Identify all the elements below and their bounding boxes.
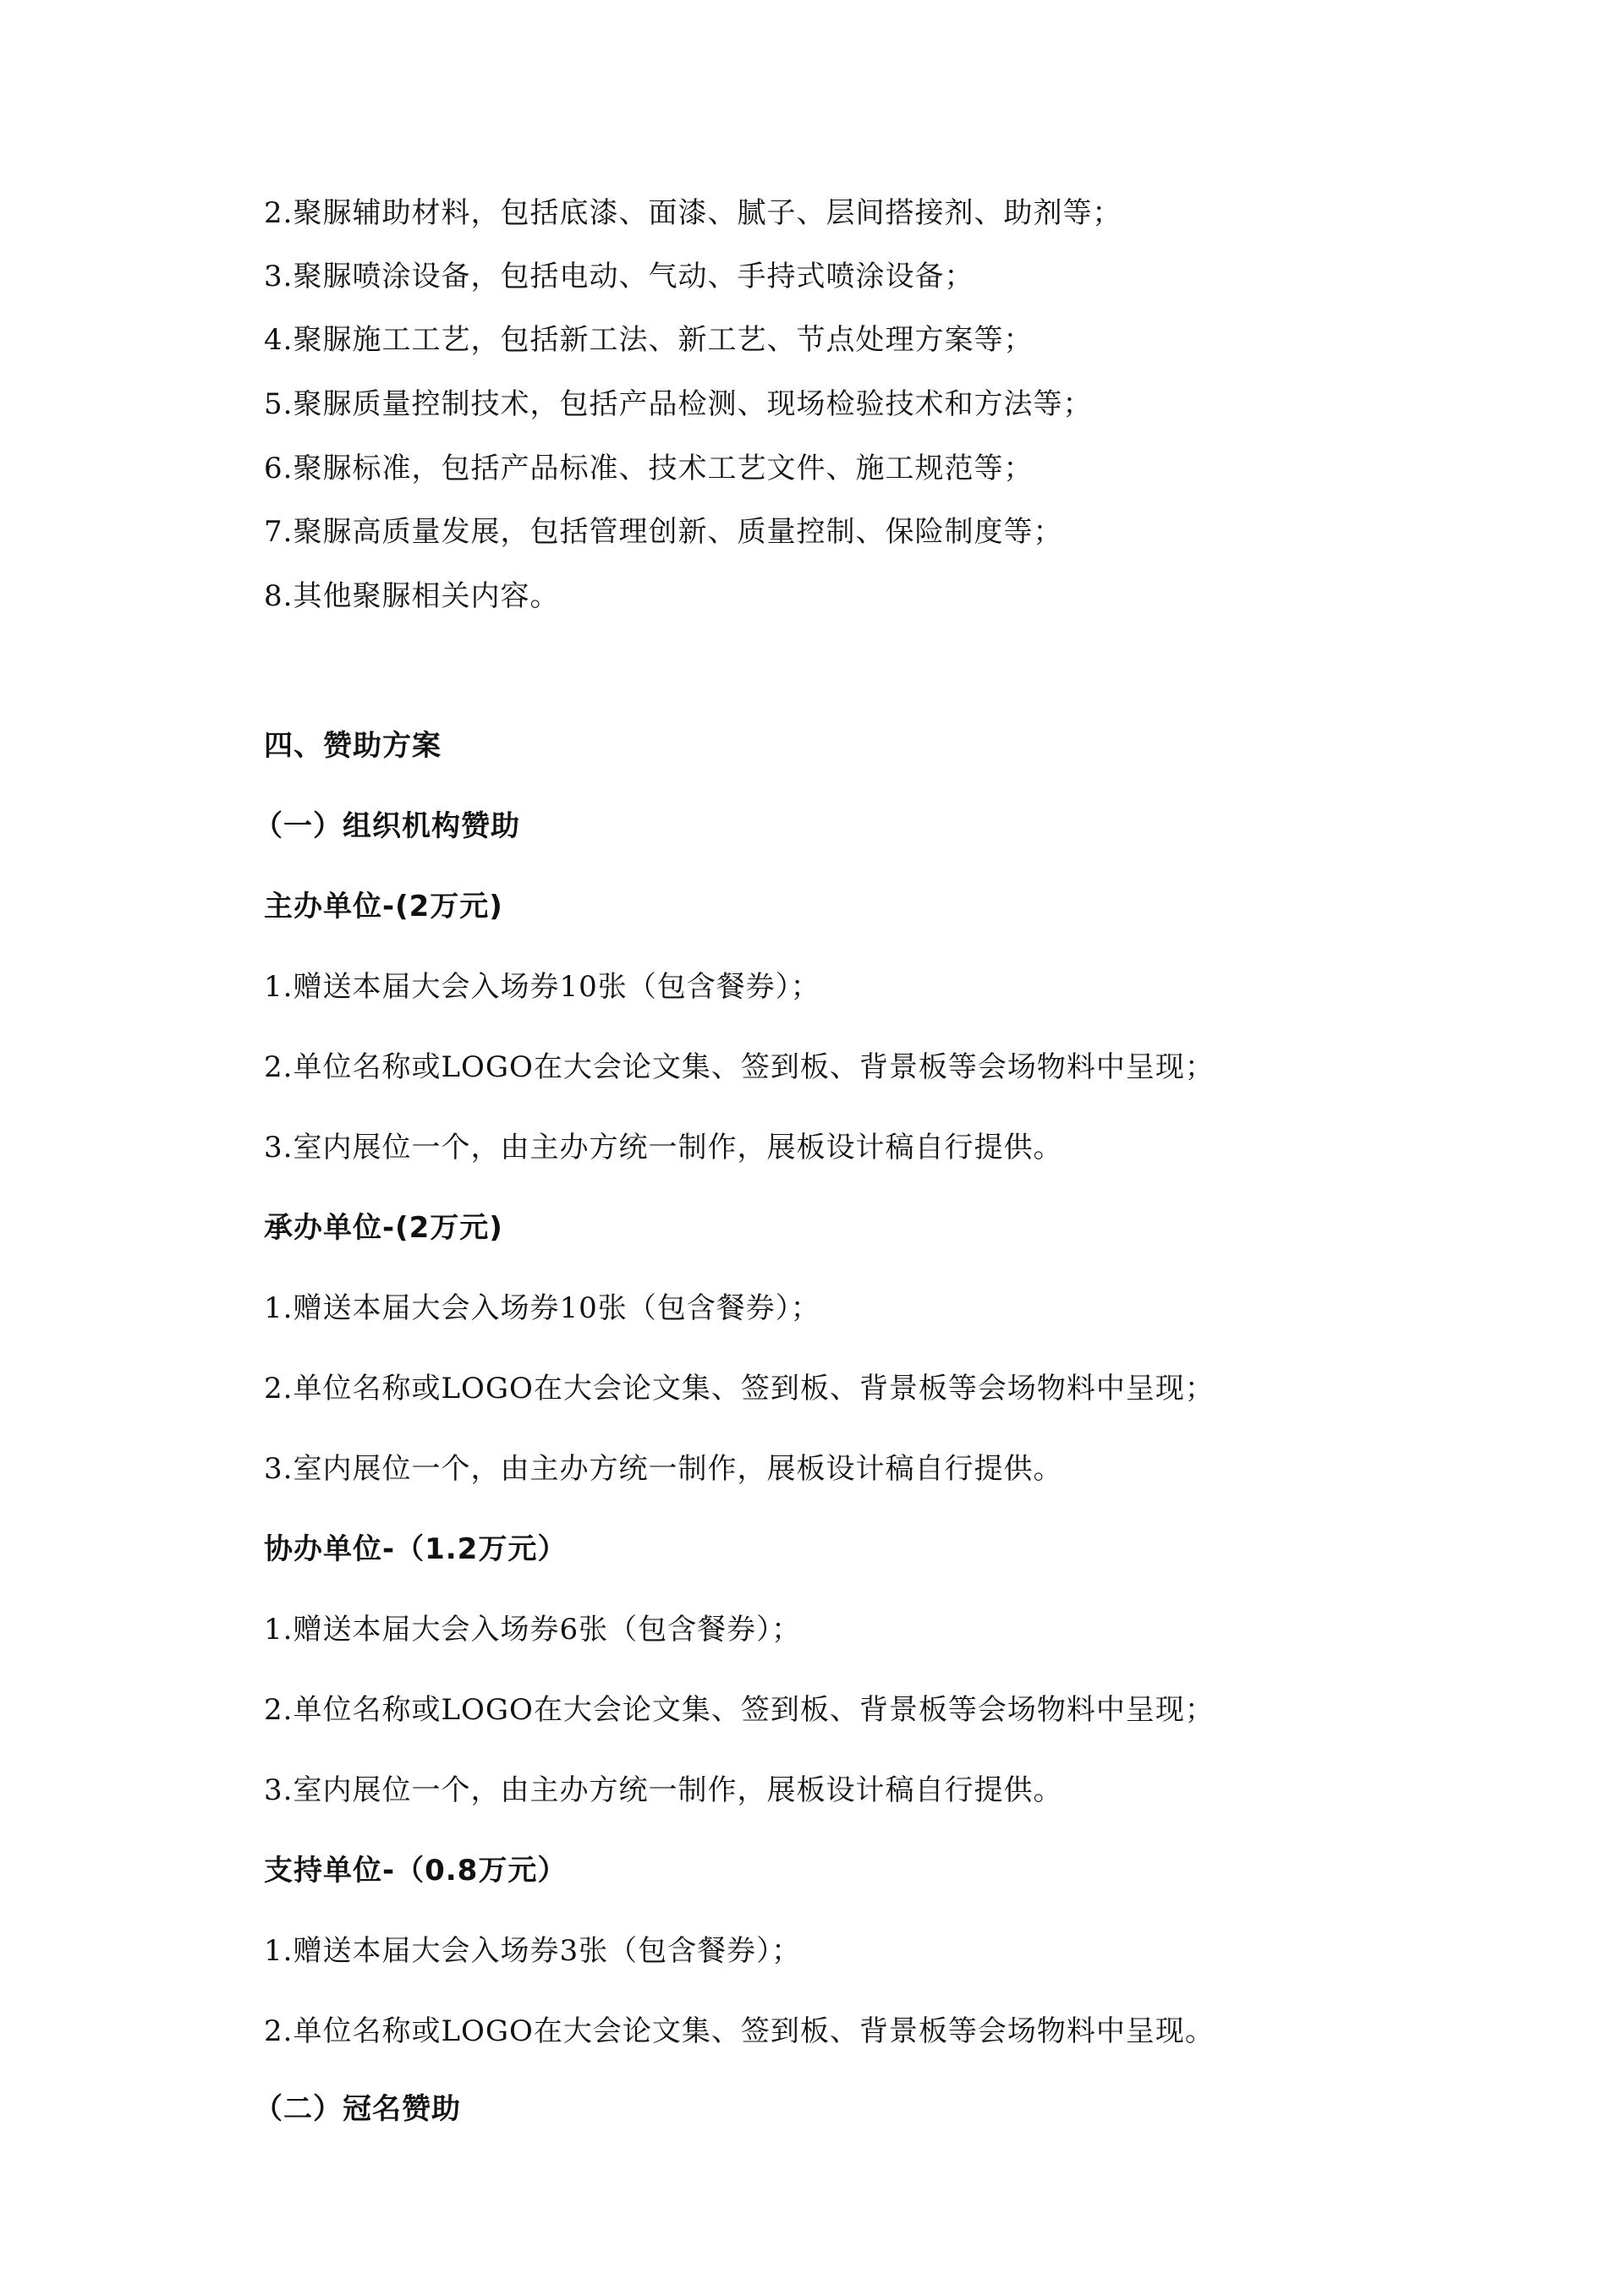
sponsor-benefit: 1.赠送本届大会入场券10张（包含餐券）； (264, 1291, 820, 1325)
sponsor-tier-title: 协办单位-（1.2万元） (264, 1532, 568, 1566)
section-heading: 四、赞助方案 (264, 729, 442, 763)
sponsor-benefit: 1.赠送本届大会入场券3张（包含餐券）； (264, 1934, 802, 1968)
sponsor-benefit: 3.室内展位一个，由主办方统一制作，展板设计稿自行提供。 (264, 1773, 1063, 1807)
sponsor-tier-title: 承办单位-(2万元) (264, 1211, 503, 1245)
sponsor-tier-title: 主办单位-(2万元) (264, 890, 503, 923)
scope-item-6: 6.聚脲标准，包括产品标准、技术工艺文件、施工规范等； (264, 452, 1034, 485)
scope-item-3: 3.聚脲喷涂设备，包括电动、气动、手持式喷涂设备； (264, 260, 974, 293)
sponsor-benefit: 1.赠送本届大会入场券10张（包含餐券）； (264, 970, 820, 1004)
subsection-heading: （一）组织机构赞助 (254, 809, 520, 843)
scope-item-4: 4.聚脲施工工艺，包括新工法、新工艺、节点处理方案等； (264, 323, 1034, 357)
sponsor-benefit: 2.单位名称或LOGO在大会论文集、签到板、背景板等会场物料中呈现； (264, 1050, 1215, 1084)
sponsor-benefit: 3.室内展位一个，由主办方统一制作，展板设计稿自行提供。 (264, 1131, 1063, 1164)
scope-item-5: 5.聚脲质量控制技术，包括产品检测、现场检验技术和方法等； (264, 387, 1093, 421)
sponsor-benefit: 2.单位名称或LOGO在大会论文集、签到板、背景板等会场物料中呈现； (264, 1372, 1215, 1406)
sponsor-tier-title: 支持单位-（0.8万元） (264, 1854, 568, 1888)
scope-item-8: 8.其他聚脲相关内容。 (264, 579, 560, 613)
sponsor-benefit: 3.室内展位一个，由主办方统一制作，展板设计稿自行提供。 (264, 1452, 1063, 1486)
scope-item-7: 7.聚脲高质量发展，包括管理创新、质量控制、保险制度等； (264, 515, 1063, 549)
subsection-heading: （二）冠名赞助 (254, 2092, 461, 2126)
sponsor-benefit: 2.单位名称或LOGO在大会论文集、签到板、背景板等会场物料中呈现； (264, 1693, 1215, 1727)
scope-item-2: 2.聚脲辅助材料，包括底漆、面漆、腻子、层间搭接剂、助剂等； (264, 196, 1122, 230)
sponsor-benefit: 2.单位名称或LOGO在大会论文集、签到板、背景板等会场物料中呈现。 (264, 2014, 1215, 2048)
sponsor-benefit: 1.赠送本届大会入场券6张（包含餐券）； (264, 1613, 802, 1647)
